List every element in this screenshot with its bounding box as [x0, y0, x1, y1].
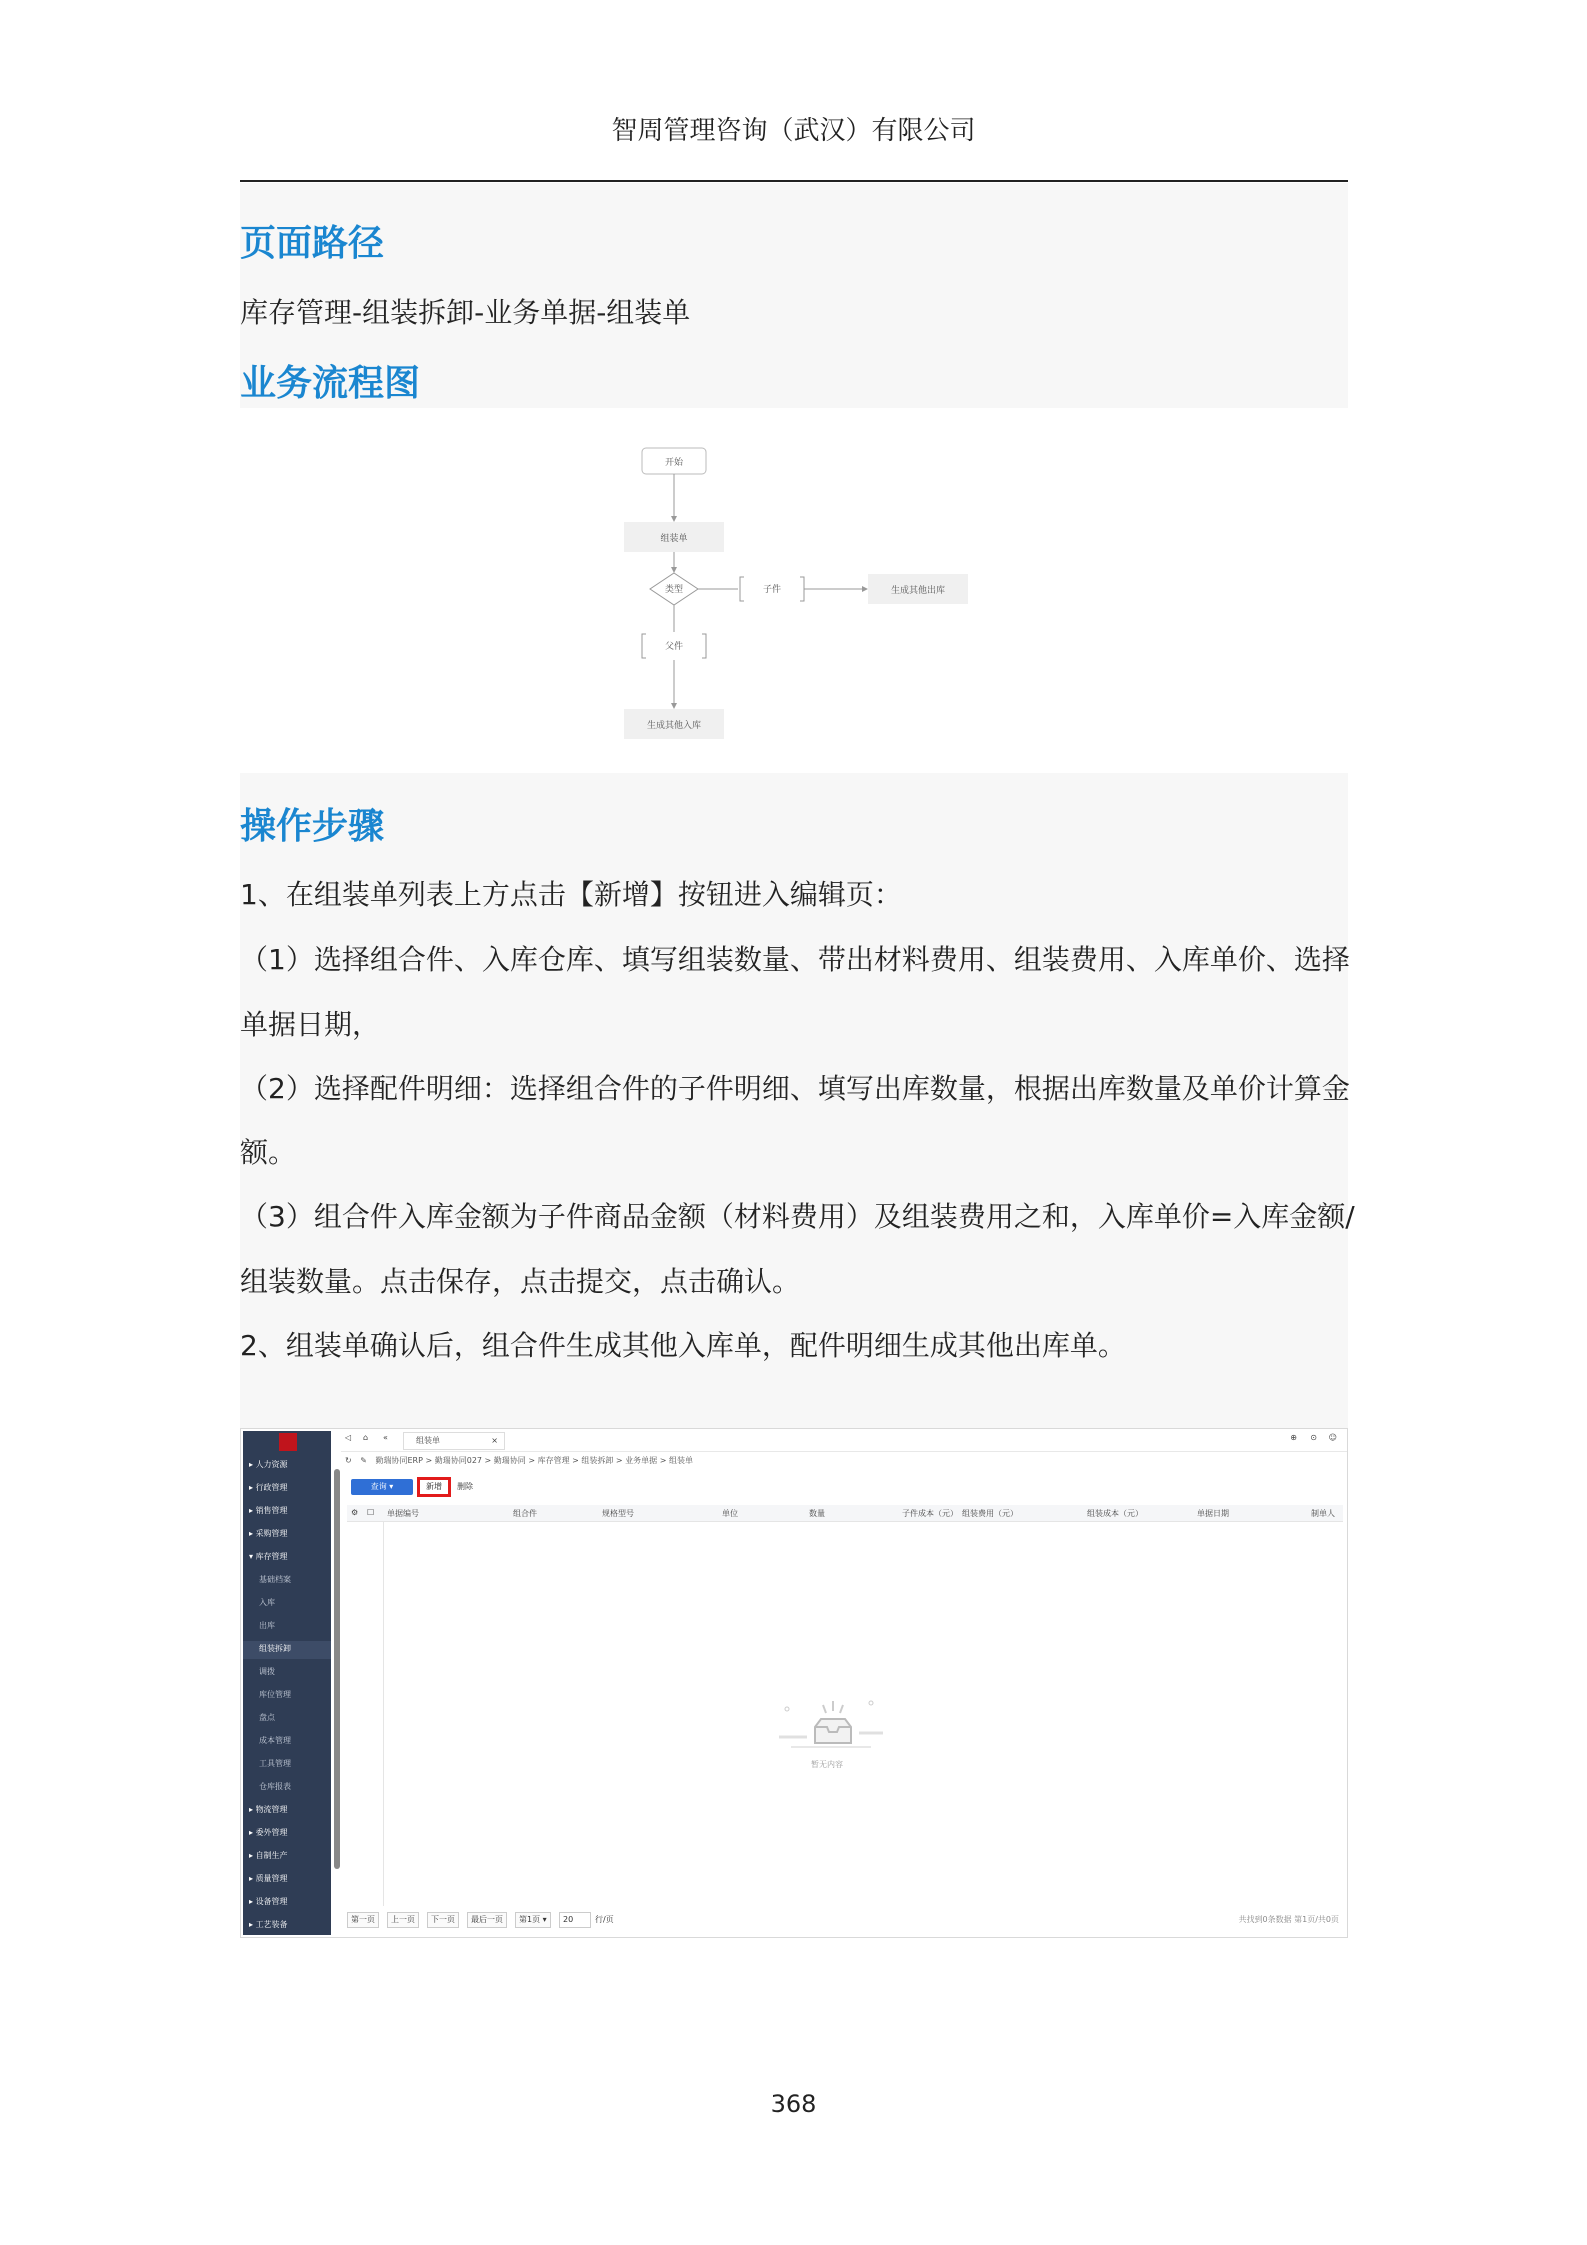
- column-header: 制单人: [1311, 1509, 1335, 1518]
- sidebar-subitem[interactable]: 库位管理: [259, 1690, 291, 1699]
- sidebar-subitem-assembly[interactable]: 组装拆卸: [259, 1644, 291, 1653]
- sidebar-item-inventory[interactable]: ▾ 库存管理: [249, 1552, 288, 1561]
- sidebar-item[interactable]: ▸ 设备管理: [249, 1897, 288, 1906]
- table-divider: [383, 1521, 384, 1906]
- company-header: 智周管理咨询（武汉）有限公司: [611, 116, 976, 146]
- column-header: 规格型号: [602, 1509, 634, 1518]
- sidebar-item[interactable]: ▸ 工艺装备: [249, 1920, 288, 1929]
- sidebar-item[interactable]: ▸ 行政管理: [249, 1483, 288, 1492]
- top-bar: [341, 1429, 1347, 1452]
- column-header: 单位: [722, 1509, 738, 1518]
- select-all-checkbox[interactable]: ☐: [367, 1508, 375, 1517]
- sidebar-item[interactable]: ▸ 自制生产: [249, 1851, 288, 1860]
- step-1: 1、在组装单列表上方点击【新增】按钮进入编辑页：: [240, 878, 902, 911]
- sidebar-subitem[interactable]: 仓库报表: [259, 1782, 291, 1791]
- prev-page-button[interactable]: 上一页: [387, 1912, 419, 1928]
- zoom-icon[interactable]: ⊙: [1310, 1433, 1317, 1442]
- back-icon[interactable]: ◁: [345, 1433, 352, 1442]
- globe-icon[interactable]: ⊕: [1290, 1433, 1297, 1442]
- user-icon[interactable]: ☺: [1328, 1433, 1337, 1442]
- sidebar: [243, 1431, 331, 1935]
- next-page-button[interactable]: 下一页: [427, 1912, 459, 1928]
- query-button[interactable]: 查询 ▾: [351, 1479, 413, 1495]
- column-header[interactable]: 单据日期: [1197, 1509, 1229, 1518]
- sidebar-scrollbar[interactable]: [334, 1469, 340, 1869]
- page-select[interactable]: 第1页 ▾: [515, 1912, 551, 1928]
- breadcrumb: ↻ ✎ 勤瑞协同ERP > 勤瑞协同027 > 勤瑞协同 > 库存管理 > 组装拆卸 > 业务单据 > 组装单: [345, 1456, 693, 1465]
- collapse-icon[interactable]: «: [383, 1433, 388, 1442]
- flowchart: [240, 408, 1348, 773]
- settings-icon[interactable]: ⚙: [351, 1508, 359, 1517]
- flow-gen-in-label: 生成其他入库: [646, 721, 702, 731]
- empty-text: 暂无内容: [811, 1760, 843, 1769]
- close-icon[interactable]: ×: [491, 1436, 498, 1445]
- flow-parent-label: 父件: [664, 642, 684, 652]
- flow-heading: 业务流程图: [240, 363, 421, 404]
- step-1a-line1: （1）选择组合件、入库仓库、填写组装数量、带出材料费用、组装费用、入库单价、选择: [240, 943, 1350, 976]
- sidebar-item[interactable]: ▸ 人力资源: [249, 1460, 288, 1469]
- steps-heading: 操作步骤: [240, 806, 385, 847]
- step-1b-line1: （2）选择配件明细：选择组合件的子件明细、填写出库数量，根据出库数量及单价计算金: [240, 1072, 1350, 1105]
- last-page-button[interactable]: 最后一页: [467, 1912, 507, 1928]
- sidebar-subitem[interactable]: 调拨: [259, 1667, 275, 1676]
- step-1b-line2: 额。: [240, 1136, 297, 1169]
- flow-start-label: 开始: [664, 458, 684, 468]
- add-button[interactable]: 新增: [417, 1477, 451, 1497]
- empty-inbox-icon: [771, 1697, 891, 1757]
- home-icon[interactable]: ⌂: [363, 1433, 369, 1442]
- flow-child-label: 子件: [762, 585, 782, 595]
- pagination-info: 共找到0条数据 第1页/共0页: [1238, 1915, 1339, 1924]
- sidebar-subitem[interactable]: 入库: [259, 1598, 275, 1607]
- column-header: 组合件: [513, 1509, 537, 1518]
- sidebar-item[interactable]: ▸ 质量管理: [249, 1874, 288, 1883]
- path-heading: 页面路径: [240, 223, 385, 264]
- refresh-icon[interactable]: ↻: [345, 1456, 352, 1465]
- flow-assembly-label: 组装单: [660, 534, 688, 544]
- flow-decision-label: 类型: [664, 585, 684, 595]
- content-area: [240, 183, 1355, 1938]
- tab-assembly[interactable]: 组装单 ×: [403, 1432, 505, 1450]
- column-header: 组装成本（元）: [1087, 1509, 1143, 1518]
- column-header[interactable]: 数量: [809, 1509, 825, 1518]
- sidebar-subitem[interactable]: 基础档案: [259, 1575, 291, 1584]
- flow-gen-out-label: 生成其他出库: [890, 586, 946, 596]
- path-text: 库存管理-组装拆卸-业务单据-组装单: [240, 296, 691, 329]
- table-header: [347, 1505, 1343, 1522]
- step-1c-line2: 组装数量。点击保存，点击提交，点击确认。: [240, 1265, 801, 1298]
- delete-button[interactable]: 删除: [457, 1482, 473, 1491]
- header-divider: [240, 180, 1348, 182]
- step-1a-line2: 单据日期，: [240, 1008, 381, 1041]
- sidebar-subitem[interactable]: 盘点: [259, 1713, 275, 1722]
- column-header: 子件成本（元）: [902, 1509, 958, 1518]
- column-header[interactable]: 单据编号: [387, 1509, 419, 1518]
- first-page-button[interactable]: 第一页: [347, 1912, 379, 1928]
- pin-icon[interactable]: ✎: [360, 1456, 367, 1465]
- step-2: 2、组装单确认后，组合件生成其他入库单，配件明细生成其他出库单。: [240, 1329, 1126, 1362]
- page-size-input[interactable]: 20: [559, 1912, 591, 1928]
- sidebar-item[interactable]: ▸ 物流管理: [249, 1805, 288, 1814]
- sidebar-item[interactable]: ▸ 委外管理: [249, 1828, 288, 1837]
- page-number: 368: [770, 2090, 817, 2118]
- sidebar-item[interactable]: ▸ 销售管理: [249, 1506, 288, 1515]
- sidebar-subitem[interactable]: 工具管理: [259, 1759, 291, 1768]
- per-page-label: 行/页: [595, 1915, 614, 1924]
- erp-screenshot: [240, 1428, 1348, 1938]
- sidebar-subitem[interactable]: 出库: [259, 1621, 275, 1630]
- sidebar-subitem[interactable]: 成本管理: [259, 1736, 291, 1745]
- logo: [279, 1433, 297, 1451]
- sidebar-item[interactable]: ▸ 采购管理: [249, 1529, 288, 1538]
- pagination: [347, 1909, 1343, 1931]
- step-1c-line1: （3）组合件入库金额为子件商品金额（材料费用）及组装费用之和，入库单价=入库金额/: [240, 1200, 1355, 1233]
- column-header: 组装费用（元）: [962, 1509, 1018, 1518]
